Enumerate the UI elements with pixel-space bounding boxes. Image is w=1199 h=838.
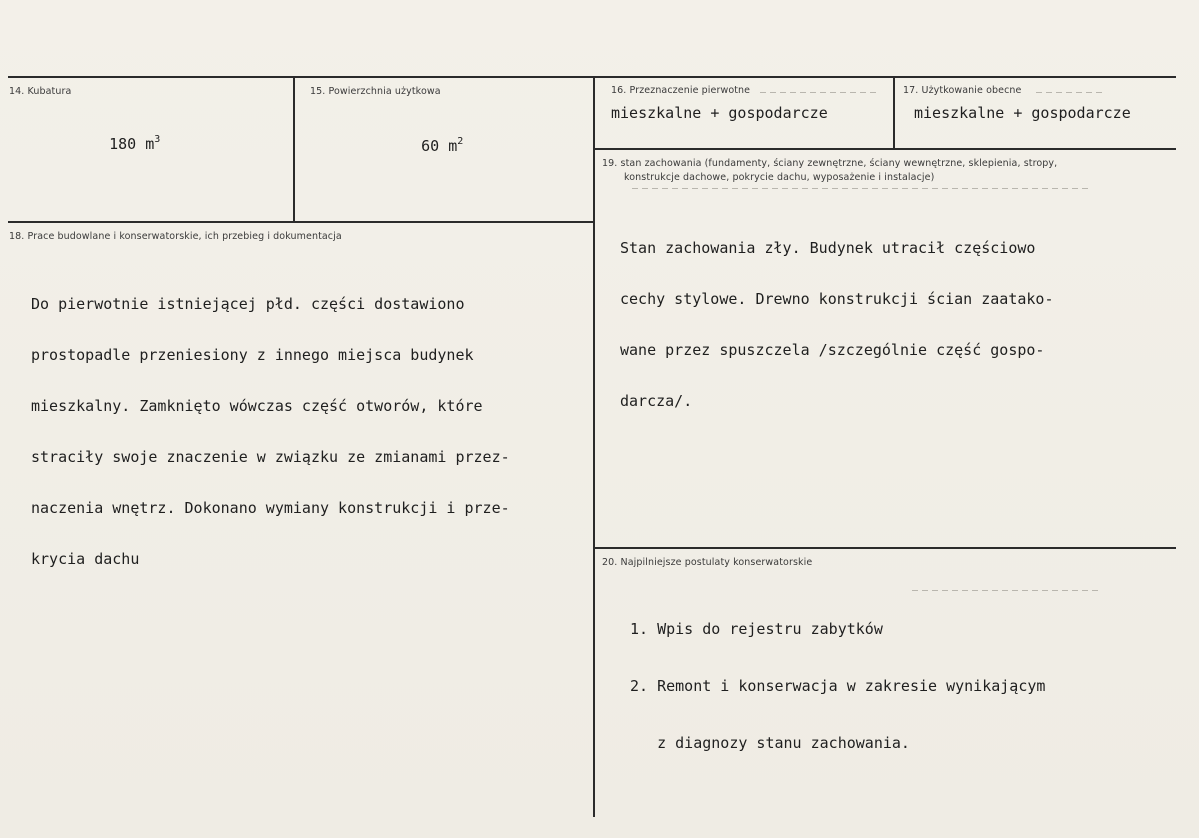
- field-20-text: [630, 582, 1045, 791]
- divider-14-15: [293, 77, 295, 222]
- field-19-label-line1: 19. stan zachowania (fundamenty, ściany zewnętrzne, ściany wewnętrzne, sklepienia, stropy,: [602, 158, 1058, 169]
- rule-below-14-15: [8, 221, 594, 223]
- field-15-unit-exponent: 2: [457, 136, 464, 147]
- field-19-line: cechy stylowe. Drewno konstrukcji ścian zaatako-: [620, 290, 1054, 308]
- divider-16-17: [893, 77, 895, 149]
- rule-above-20: [594, 547, 1176, 549]
- field-20-label: 20. Najpilniejsze postulaty konserwatorskie: [602, 557, 813, 568]
- field-17-value: mieszkalne + gospodarcze: [914, 104, 1131, 122]
- field-14-unit-exponent: 3: [154, 134, 161, 145]
- divider-15-16: [593, 77, 595, 817]
- field-14-label: 14. Kubatura: [9, 86, 72, 97]
- field-16-dash: [760, 92, 880, 93]
- field-19-label-line2: konstrukcje dachowe, pokrycie dachu, wyposażenie i instalacje): [624, 172, 935, 183]
- field-18-line: prostopadle przeniesiony z innego miejsca budynek: [31, 346, 474, 364]
- field-18-line: krycia dachu: [31, 550, 140, 568]
- field-18-line: mieszkalny. Zamknięto wówczas część otworów, które: [31, 397, 483, 415]
- field-20-item: 2. Remont i konserwacja w zakresie wynikającym: [630, 677, 1046, 695]
- field-18-text: [31, 262, 510, 602]
- field-17-dash: [1036, 92, 1106, 93]
- field-16-label: 16. Przeznaczenie pierwotne: [611, 85, 751, 96]
- field-15-label: 15. Powierzchnia użytkowa: [310, 86, 441, 97]
- field-15-value: [385, 121, 463, 174]
- field-20-item: z diagnozy stanu zachowania.: [630, 734, 910, 752]
- field-20-item: 1. Wpis do rejestru zabytków: [630, 620, 883, 638]
- field-19-text: [620, 206, 1053, 444]
- field-19-line: wane przez spuszczela /szczególnie część gospo-: [620, 341, 1045, 359]
- field-18-label: 18. Prace budowlane i konserwatorskie, ich przebieg i dokumentacja: [9, 231, 342, 242]
- field-15-number: 60 m: [421, 137, 458, 155]
- field-19-line: Stan zachowania zły. Budynek utracił częściowo: [620, 239, 1036, 257]
- field-14-value: [73, 119, 160, 172]
- field-19-dash: [632, 188, 1092, 189]
- field-17-label: 17. Użytkowanie obecne: [903, 85, 1022, 96]
- field-16-value: mieszkalne + gospodarcze: [611, 104, 828, 122]
- field-18-line: straciły swoje znaczenie w związku ze zmianami przez-: [31, 448, 510, 466]
- field-14-number: 180 m: [109, 135, 155, 153]
- field-19-line: darcza/.: [620, 392, 693, 410]
- rule-below-16-17: [594, 148, 1176, 150]
- field-18-line: Do pierwotnie istniejącej płd. części dostawiono: [31, 295, 465, 313]
- top-rule: [8, 76, 1176, 78]
- field-18-line: naczenia wnętrz. Dokonano wymiany konstrukcji i prze-: [31, 499, 510, 517]
